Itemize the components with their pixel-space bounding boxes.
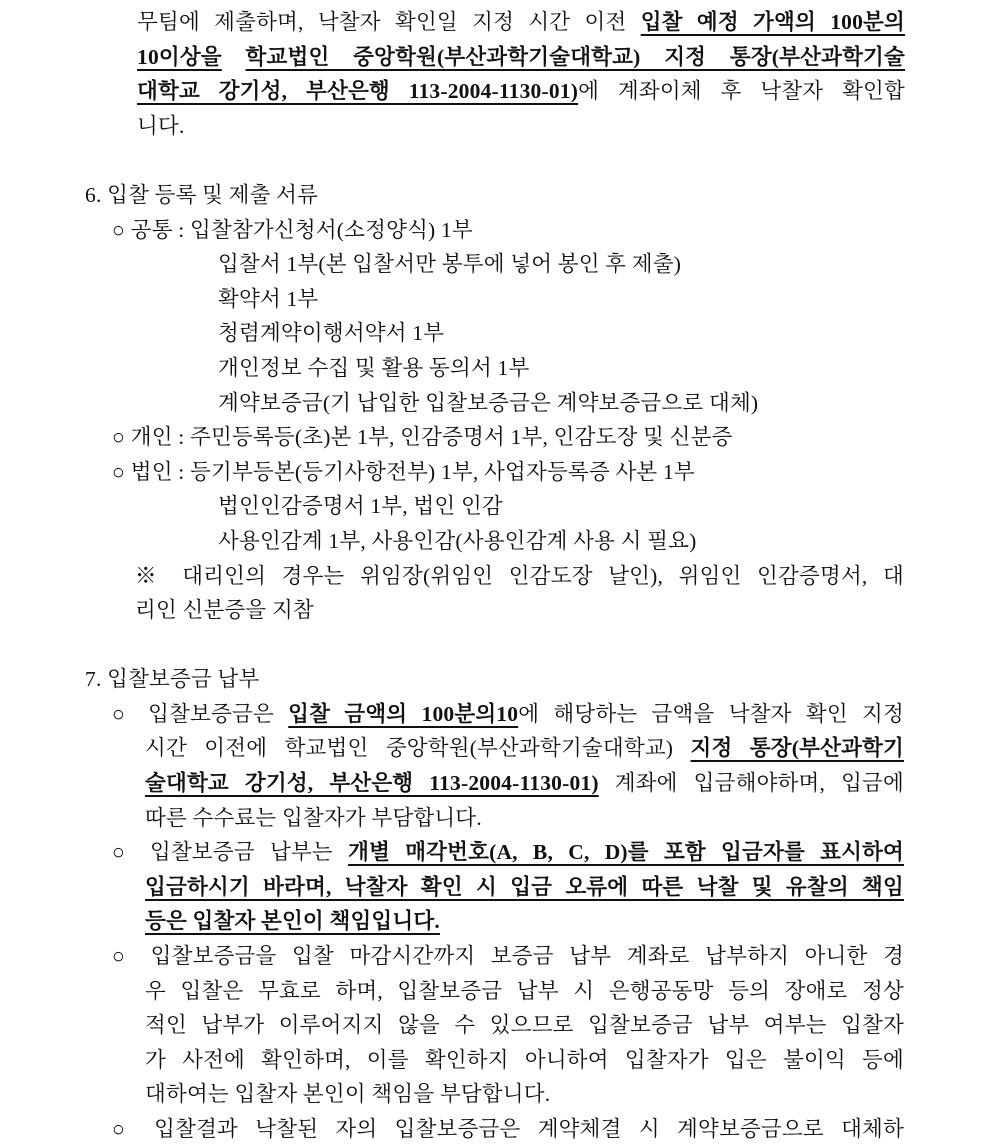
text-run: ○ 입찰결과 낙찰된 자의 입찰보증금은 계약체결 시 계약보증금으로 대체하 (112, 1117, 904, 1141)
text-run: ※ 대리인의 경우는 위임장(위임인 인감도장 날인), 위임인 인감증명서, 대 (135, 563, 904, 588)
blank-line (0, 143, 991, 178)
text-run: 시간 이전에 학교법인 중앙학원(부산과학기술대학교) (145, 736, 691, 761)
text-run: 가 사전에 확인하며, 이를 확인하지 아니하여 입찰자가 입은 불이익 등에 (145, 1047, 904, 1072)
text-line (135, 559, 904, 594)
text-line (112, 1112, 904, 1147)
text-line (218, 524, 905, 559)
text-line (145, 1077, 904, 1112)
text-run: 에 계좌이체 후 낙찰자 확인합 (578, 79, 905, 104)
text-run: 적인 납부가 이루어지지 않을 수 있으므로 입찰보증금 납부 여부는 입찰자 (145, 1013, 904, 1038)
text-line (218, 247, 905, 282)
text-run: 학교법인 중앙학원(부산과학기술대학교) 지정 통장(부산과학기술 (245, 44, 905, 69)
text-run: 7. 입찰보증금 납부 (85, 667, 260, 692)
text-run: 계좌에 입금해야하며, 입금에 (598, 771, 904, 796)
text-line (145, 870, 904, 905)
text-line (137, 109, 905, 144)
text-run: 에 해당하는 금액을 낙찰자 확인 지정 (518, 701, 904, 726)
text-run: 개별 매각번호(A, B, C, D)를 포함 입금자를 표시하여 (348, 840, 904, 865)
text-line (85, 662, 905, 697)
text-line (218, 351, 905, 386)
text-run: 무팀에 제출하며, 낙찰자 확인일 지정 시간 이전 (137, 10, 641, 34)
text-run: 개인정보 수집 및 활용 동의서 1부 (218, 355, 530, 380)
text-run: 술대학교 강기성, 부산은행 113-2004-1130-01) (145, 771, 599, 796)
text-line (218, 316, 905, 351)
text-run: 입찰 금액의 100분의10 (288, 701, 519, 726)
text-line (145, 974, 904, 1009)
text-line (112, 455, 904, 490)
text-run: 우 입찰은 무효로 하며, 입찰보증금 납부 시 은행공동망 등의 장애로 정상 (145, 978, 904, 1003)
text-run: ○ 입찰보증금은 (112, 701, 289, 726)
text-run: 계약보증금(기 납입한 입찰보증금은 계약보증금으로 대체) (218, 390, 759, 415)
text-line (112, 835, 904, 870)
blank-line (0, 628, 991, 663)
text-run (222, 45, 246, 69)
text-line (145, 904, 904, 939)
text-line (85, 178, 905, 213)
text-run: 6. 입찰 등록 및 제출 서류 (85, 182, 319, 207)
text-line (218, 489, 905, 524)
text-run: 10이상을 (137, 44, 222, 69)
text-run: 청렴계약이행서약서 1부 (218, 321, 445, 346)
text-run: 입금하시기 바라며, 낙찰자 확인 시 입금 오류에 따른 낙찰 및 유찰의 책임 (145, 874, 904, 899)
text-run: 니다. (137, 113, 185, 138)
text-run: 입찰 예정 가액의 100분의 (640, 10, 905, 34)
text-line (112, 939, 904, 974)
text-line (145, 801, 904, 836)
text-line (145, 1043, 904, 1078)
text-run: ○ 개인 : 주민등록등(초)본 1부, 인감증명서 1부, 인감도장 및 신분증 (112, 425, 733, 450)
text-line (112, 420, 904, 455)
text-line (137, 40, 905, 75)
text-run: 사용인감계 1부, 사용인감(사용인감계 사용 시 필요) (218, 528, 697, 553)
text-run: ○ 입찰보증금 납부는 (112, 840, 349, 865)
text-run: ○ 법인 : 등기부등본(등기사항전부) 1부, 사업자등록증 사본 1부 (112, 459, 695, 484)
text-line (145, 766, 904, 801)
text-line (135, 593, 904, 628)
text-line (112, 213, 904, 248)
text-run: 리인 신분증을 지참 (135, 598, 314, 623)
text-line (218, 282, 905, 317)
text-line (137, 5, 905, 40)
text-run: 대하여는 입찰자 본인이 책임을 부담합니다. (145, 1082, 551, 1107)
text-run: 확약서 1부 (218, 286, 319, 311)
text-run: ○ 입찰보증금을 입찰 마감시간까지 보증금 납부 계좌로 납부하지 아니한 경 (112, 944, 904, 969)
text-run: 따른 수수료는 입찰자가 부담합니다. (145, 805, 482, 830)
text-run: 법인인감증명서 1부, 법인 인감 (218, 494, 503, 519)
text-line (218, 386, 905, 421)
text-line (112, 697, 904, 732)
text-run: 지정 통장(부산과학기 (690, 736, 904, 761)
text-line (137, 74, 905, 109)
text-line (145, 1008, 904, 1043)
text-run: ○ 공통 : 입찰참가신청서(소정양식) 1부 (112, 217, 473, 242)
text-line (145, 731, 904, 766)
text-run: 대학교 강기성, 부산은행 113-2004-1130-01) (137, 79, 579, 104)
text-run: 등은 입찰자 본인이 책임입니다. (145, 909, 440, 934)
text-run: 입찰서 1부(본 입찰서만 봉투에 넣어 봉인 후 제출) (218, 252, 682, 277)
